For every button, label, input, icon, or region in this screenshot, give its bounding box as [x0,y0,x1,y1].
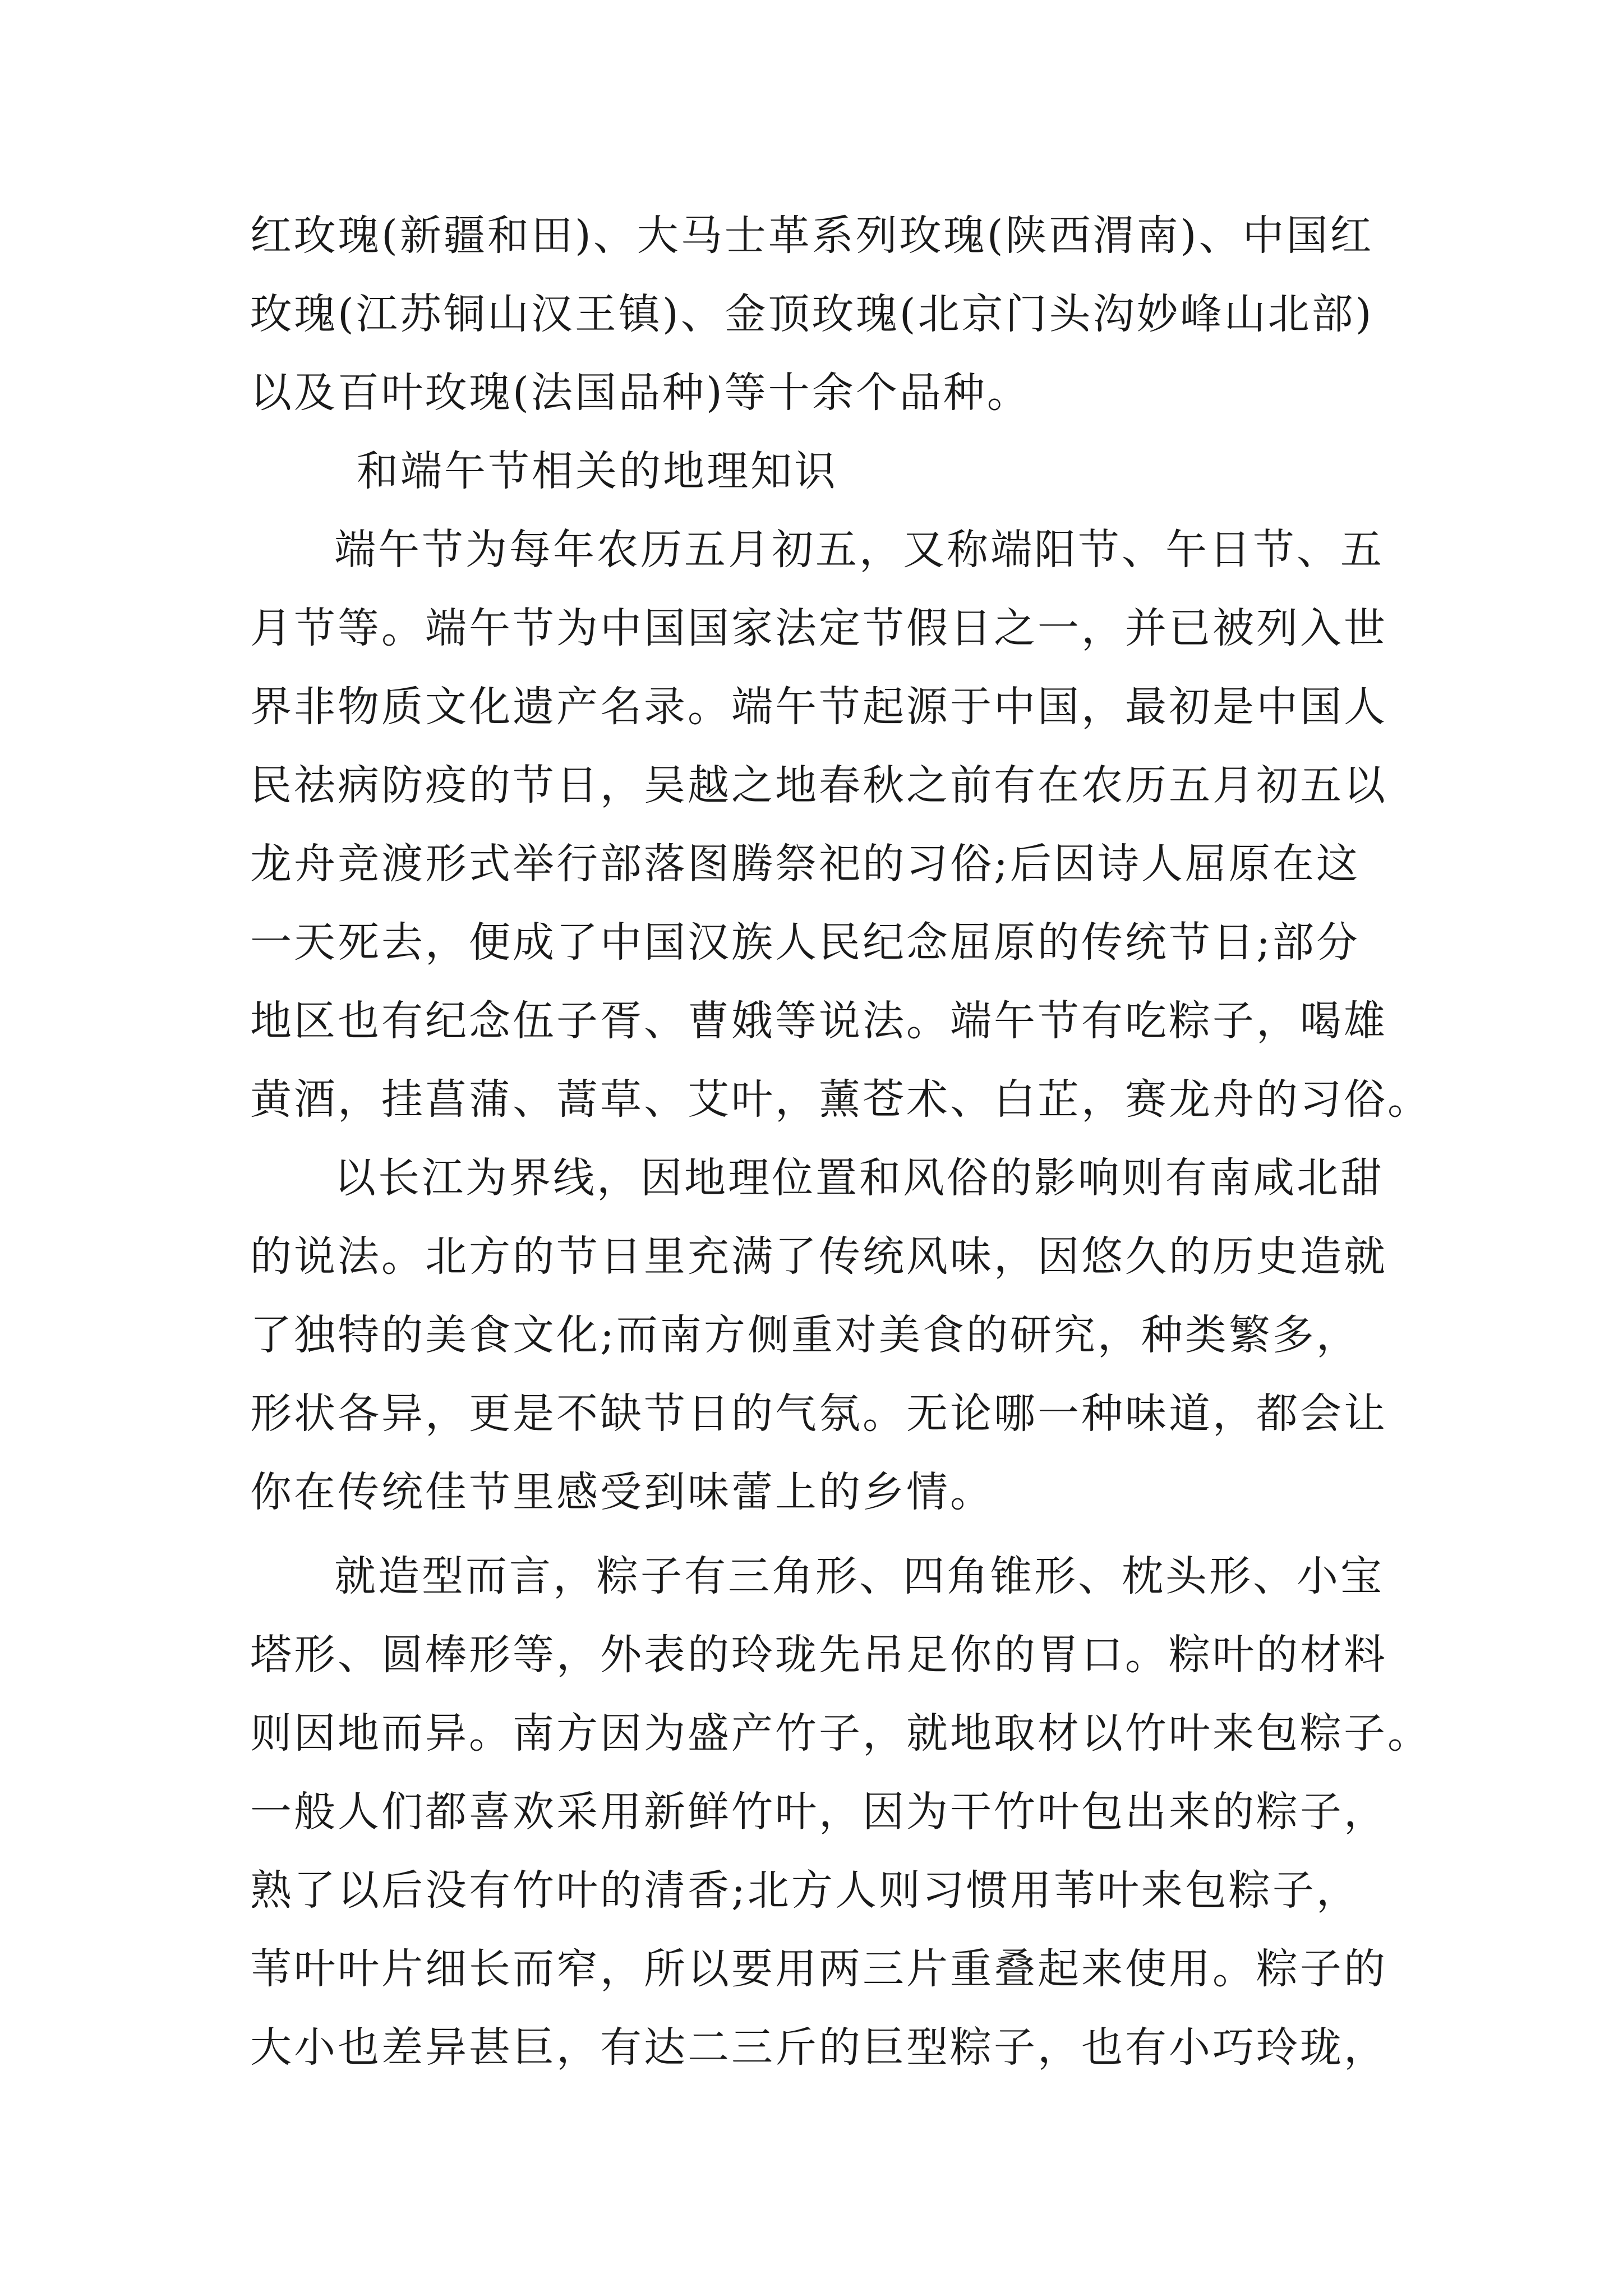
text-line: 一天死去，便成了中国汉族人民纪念屈原的传统节日;部分 [250,918,1360,967]
text-line: 地区也有纪念伍子胥、曹娥等说法。端午节有吃粽子，喝雄 [250,997,1387,1045]
text-line: 苇叶叶片细长而窄，所以要用两三片重叠起来使用。粽子的 [250,1945,1387,1993]
text-line: 形状各异，更是不缺节日的气氛。无论哪一种味道，都会让 [250,1389,1387,1438]
text-line: 的说法。北方的节日里充满了传统风味，因悠久的历史造就 [250,1232,1387,1281]
text-line: 一般人们都喜欢采用新鲜竹叶，因为干竹叶包出来的粽子， [250,1788,1387,1836]
text-line: 以及百叶玫瑰(法国品种)等十余个品种。 [250,369,1031,417]
text-line: 则因地而异。南方因为盛产竹子，就地取材以竹叶来包粽子。 [250,1709,1431,1757]
text-line: 民祛病防疫的节日，吴越之地春秋之前有在农历五月初五以 [250,761,1387,809]
section-heading: 和端午节相关的地理知识 [357,447,838,495]
text-line: 玫瑰(江苏铜山汉王镇)、金顶玫瑰(北京门头沟妙峰山北部) [250,290,1374,338]
text-line: 了独特的美食文化;而南方侧重对美食的研究，种类繁多， [250,1311,1360,1359]
text-line: 界非物质文化遗产名录。端午节起源于中国，最初是中国人 [250,683,1387,731]
text-line: 以长江为界线，因地理位置和风俗的影响则有南咸北甜 [334,1154,1384,1202]
text-line: 端午节为每年农历五月初五，又称端阳节、午日节、五 [334,526,1384,574]
text-line: 月节等。端午节为中国国家法定节假日之一，并已被列入世 [250,604,1387,652]
text-line: 你在传统佳节里感受到味蕾上的乡情。 [250,1468,994,1516]
text-line: 就造型而言，粽子有三角形、四角锥形、枕头形、小宝 [334,1552,1384,1600]
text-line: 红玫瑰(新疆和田)、大马士革系列玫瑰(陕西渭南)、中国红 [250,211,1374,260]
text-line: 熟了以后没有竹叶的清香;北方人则习惯用苇叶来包粽子， [250,1866,1360,1915]
text-line: 龙舟竞渡形式举行部落图腾祭祀的习俗;后因诗人屈原在这 [250,840,1360,888]
text-line: 塔形、圆棒形等，外表的玲珑先吊足你的胃口。粽叶的材料 [250,1631,1387,1679]
text-line: 黄酒，挂菖蒲、蒿草、艾叶，薰苍术、白芷，赛龙舟的习俗。 [250,1075,1431,1124]
text-line: 大小也差异甚巨，有达二三斤的巨型粽子，也有小巧玲珑， [250,2023,1387,2072]
